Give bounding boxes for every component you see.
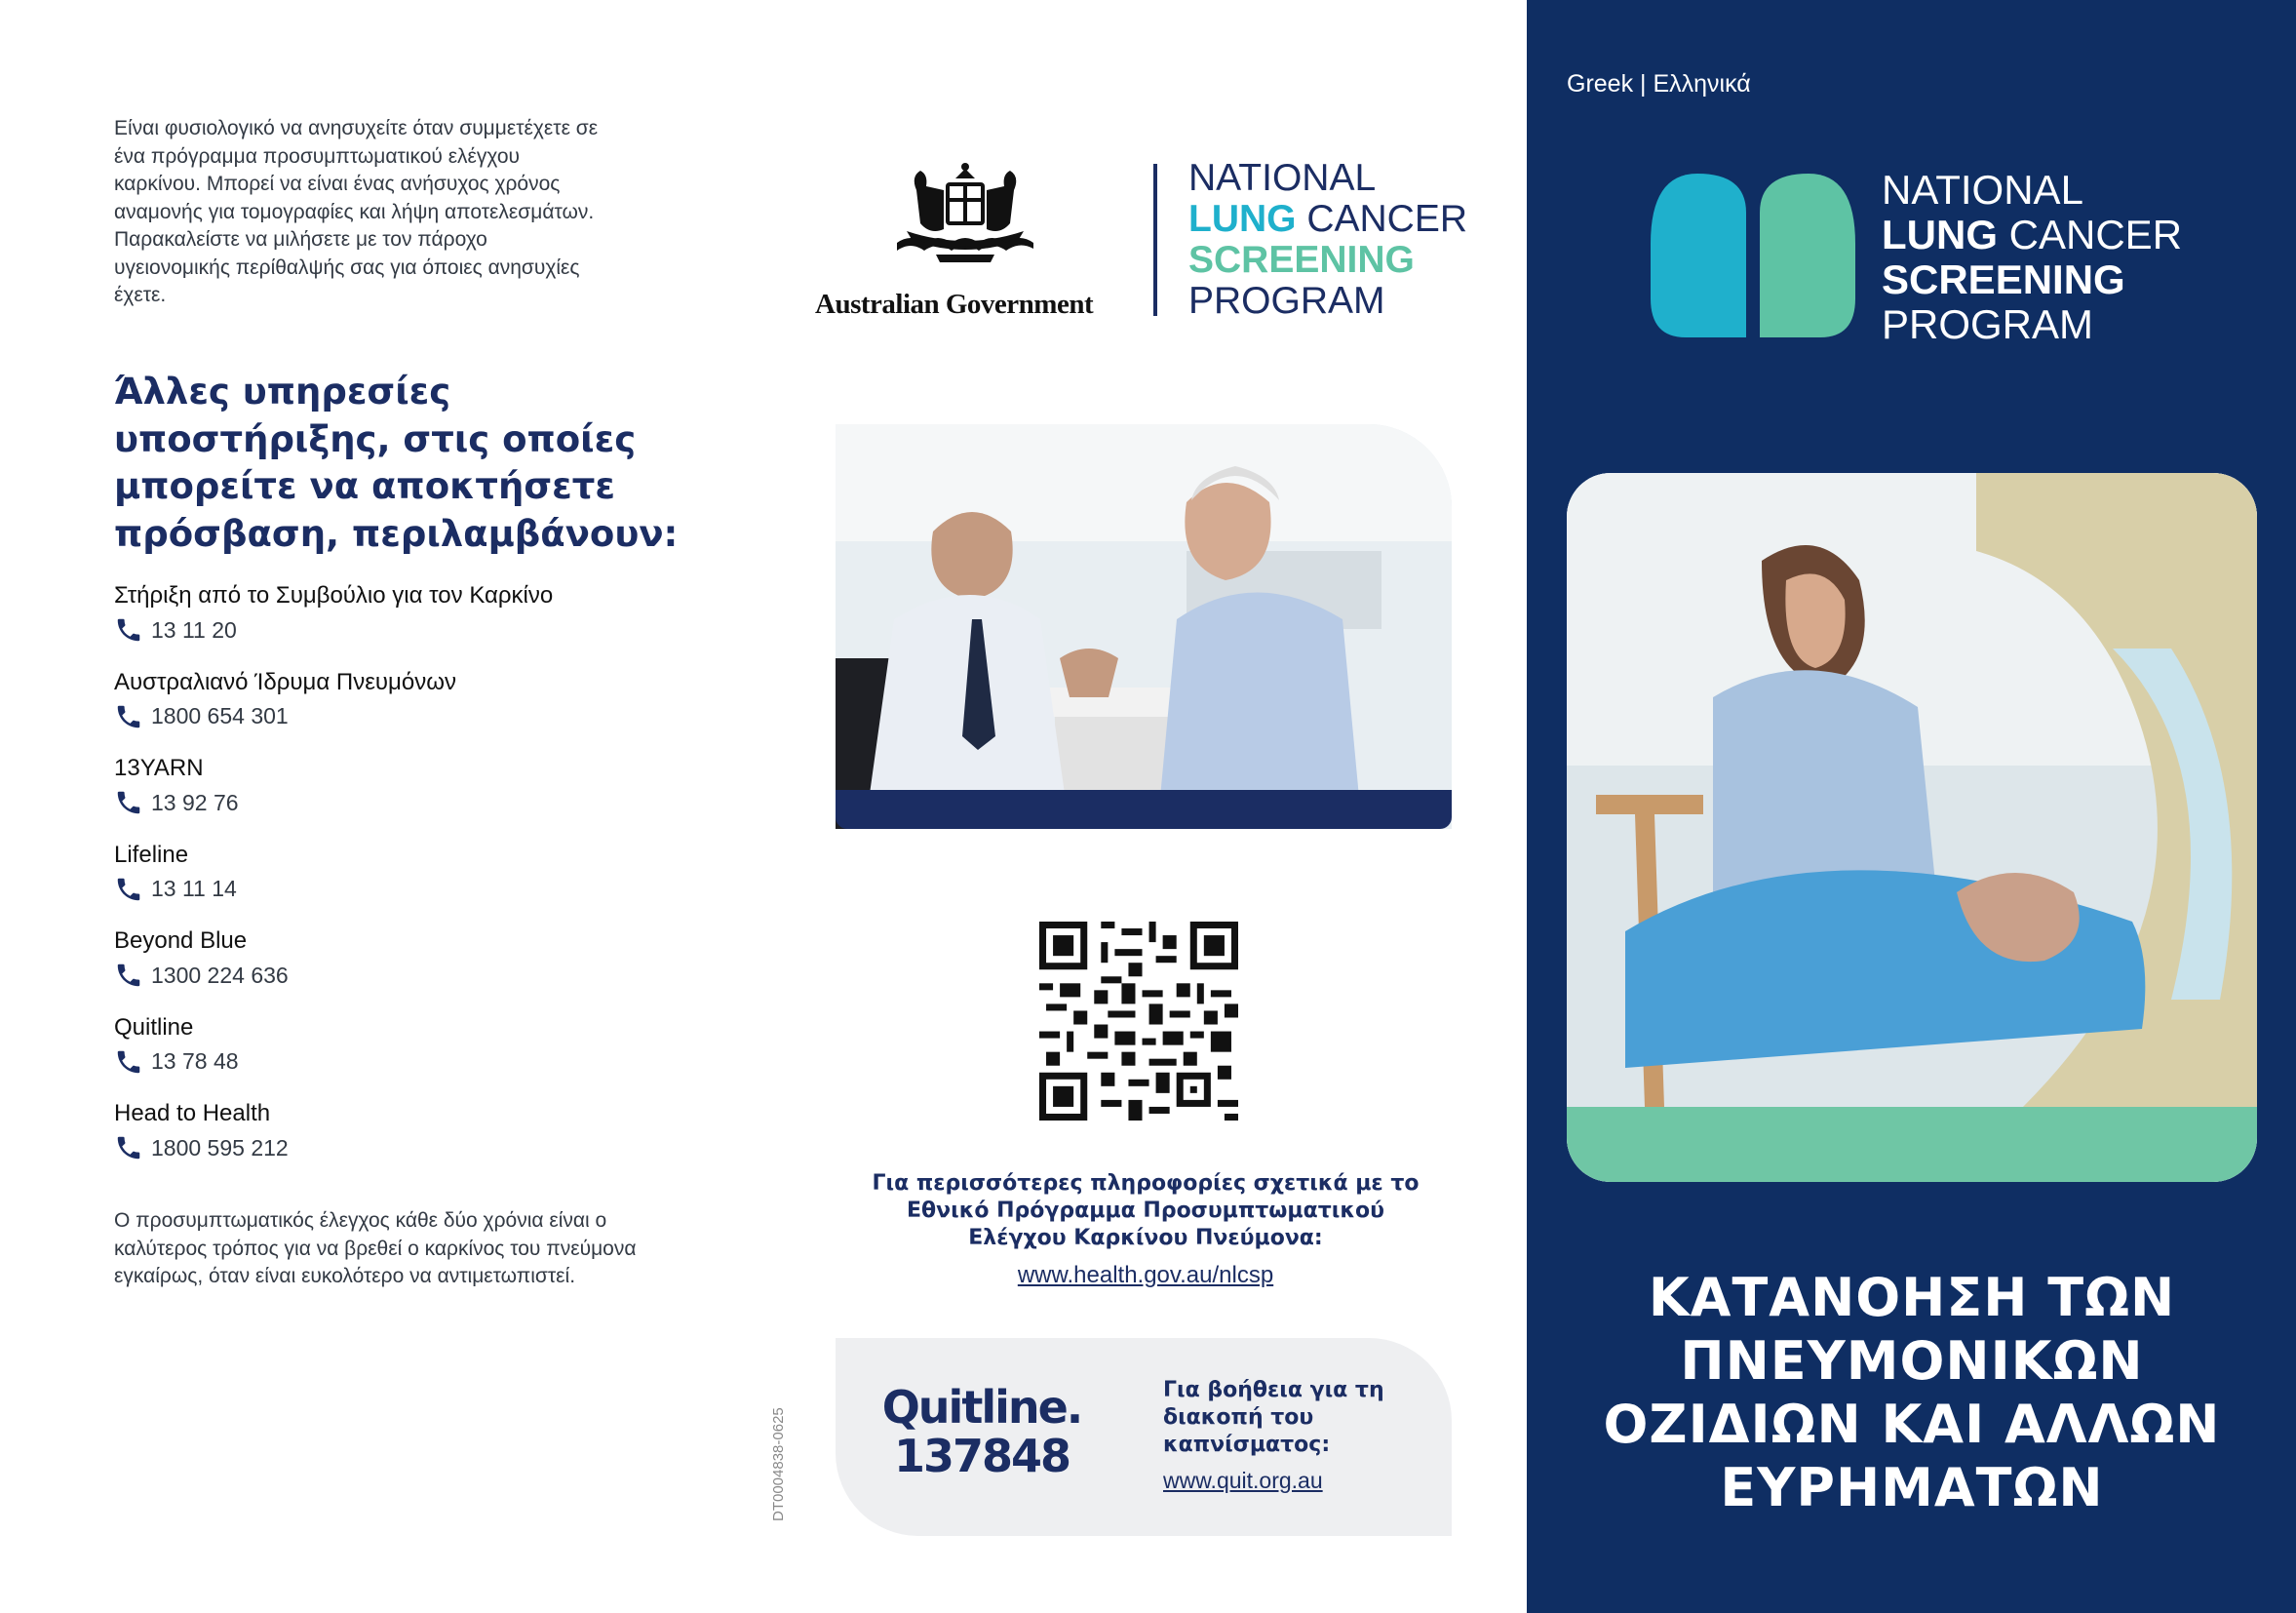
- phone-number: 13 11 20: [151, 616, 237, 643]
- phone-number: 13 78 48: [151, 1048, 239, 1074]
- service-name: Beyond Blue: [114, 927, 248, 954]
- nlcsp-link[interactable]: www.health.gov.au/nlcsp: [1017, 1262, 1274, 1288]
- service-item: [114, 925, 699, 1011]
- phone-icon: [114, 961, 143, 990]
- support-services-list: [114, 579, 699, 1184]
- phone-number: 1800 595 212: [151, 1134, 289, 1161]
- service-name: Lifeline: [114, 841, 189, 868]
- service-name: Αυστραλιανό Ίδρυμα Πνευμόνων: [114, 668, 456, 695]
- quit-link[interactable]: www.quit.org.au: [1163, 1468, 1323, 1493]
- ct-scan-photo: [1567, 473, 2257, 1182]
- phone-number: 13 92 76: [151, 789, 239, 815]
- quitline-wordmark: Quitline.: [881, 1381, 1082, 1434]
- language-label: Greek | Ελληνικά: [1567, 70, 1751, 98]
- phone-icon: [114, 875, 143, 904]
- logo-word-cancer: CANCER: [2008, 212, 2183, 257]
- service-item: [114, 839, 699, 925]
- logo-line-program: PROGRAM: [1188, 280, 1385, 322]
- outro-paragraph: Ο προσυμπτωματικός έλεγχος κάθε δύο χρόνια είναι ο καλύτερος τρόπος για να βρεθεί ο καρκίνος του πνεύμονα εγκαίρως, όταν είναι ευκολότερο να αντιμετωπιστεί.: [114, 1209, 637, 1287]
- logo-line-national: NATIONAL: [1188, 157, 1377, 199]
- service-item: [114, 1011, 699, 1098]
- logo-word-lung: LUNG: [1188, 198, 1297, 240]
- service-phone[interactable]: [114, 1044, 699, 1080]
- doctor-patient-photo: [836, 424, 1452, 829]
- service-phone[interactable]: [114, 612, 699, 648]
- logo-word-cancer: CANCER: [1306, 198, 1468, 240]
- logo-line-program: PROGRAM: [1882, 301, 2094, 347]
- service-phone[interactable]: [114, 699, 699, 734]
- quitline-number[interactable]: 137848: [893, 1430, 1070, 1482]
- service-name: Quitline: [114, 1013, 194, 1041]
- service-phone[interactable]: [114, 785, 699, 820]
- phone-icon: [114, 1133, 143, 1162]
- logo-divider: [1153, 164, 1157, 316]
- service-item: [114, 579, 699, 666]
- intro-paragraph: Είναι φυσιολογικό να ανησυχείτε όταν συμμετέχετε σε ένα πρόγραμμα προσυμπτωματικού ελέγχου καρκίνου. Μπορεί να είναι ένας ανήσυχος χρόνος αναμονής για τομογραφίες και λήψη αποτελεσμάτων. Παρακαλείστε να μιλήσετε με τον πάροχο υγειονομικής περίθαλψής σας για όποιες ανησυχίες έχετε.: [114, 117, 599, 306]
- service-name: 13YARN: [114, 755, 204, 781]
- phone-icon: [114, 1047, 143, 1077]
- phone-number: 13 11 14: [151, 876, 237, 901]
- service-item: [114, 752, 699, 839]
- service-name: Στήριξη από το Συμβούλιο για τον Καρκίνο: [114, 582, 554, 609]
- quitline-logo: [875, 1383, 1089, 1480]
- lungs-logo-icon: [1651, 174, 1855, 337]
- photo-band: [836, 790, 1452, 829]
- service-phone[interactable]: [114, 872, 699, 907]
- quit-help-text: Για βοήθεια για τη διακοπή του καπνίσματος:: [1163, 1378, 1384, 1457]
- service-item: [114, 666, 699, 753]
- phone-number: 1800 654 301: [151, 703, 289, 728]
- phone-number: 1300 224 636: [151, 962, 289, 988]
- cover-title: ΚΑΤΑΝΟΗΣΗ ΤΩΝ ΠΝΕΥΜΟΝΙΚΩΝ ΟΖΙΔΙΩΝ ΚΑΙ ΑΛΛΩΝ ΕΥΡΗΜΑΤΩΝ: [1603, 1267, 2221, 1518]
- more-info-text: Για περισσότερες πληροφορίες σχετικά με το Εθνικό Πρόγραμμα Προσυμπτωματικού Ελέγχου Καρκίνου Πνεύμονα:: [872, 1171, 1420, 1250]
- document-code: DT0004838-0625: [770, 1407, 787, 1521]
- logo-line-screening: SCREENING: [1882, 256, 2125, 302]
- service-item: [114, 1097, 699, 1184]
- phone-icon: [114, 788, 143, 817]
- phone-icon: [114, 615, 143, 645]
- program-logo-text-cover: [1882, 168, 2182, 347]
- services-heading: Άλλες υπηρεσίες υποστήριξης, στις οποίες μπορείτε να αποκτήσετε πρόσβαση, περιλαμβάνουν:: [114, 371, 679, 555]
- logo-line-screening: SCREENING: [1188, 239, 1415, 281]
- coat-of-arms-icon: [877, 161, 1053, 278]
- phone-icon: [114, 702, 143, 731]
- government-name: Australian Government: [815, 289, 1094, 320]
- logo-line-national: NATIONAL: [1882, 167, 2083, 213]
- logo-word-lung: LUNG: [1882, 212, 1998, 257]
- program-logo-text: [1188, 158, 1467, 322]
- service-phone[interactable]: [114, 1130, 699, 1165]
- qr-code[interactable]: [1039, 922, 1238, 1121]
- service-phone[interactable]: [114, 958, 699, 993]
- service-name: Head to Health: [114, 1100, 271, 1126]
